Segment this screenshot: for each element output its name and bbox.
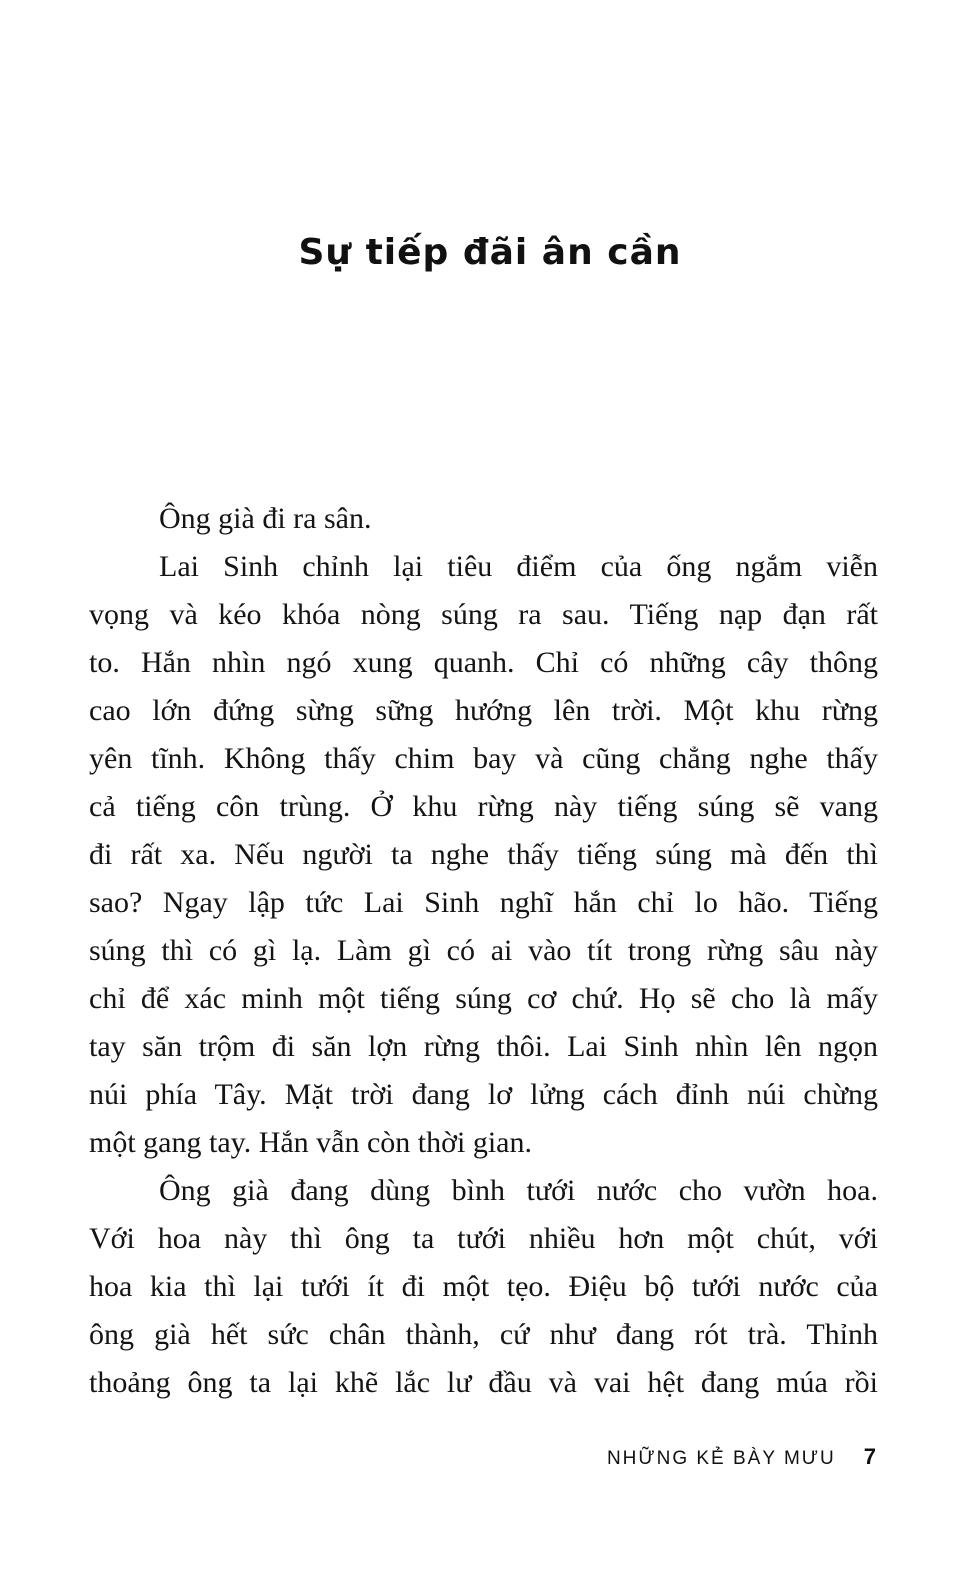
text-line: một gang tay. Hắn vẫn còn thời gian.: [89, 1126, 532, 1159]
paragraph-2: [89, 543, 878, 1167]
text-line: hoa kia thì lại tưới ít đi một tẹo. Điệu bộ tưới nước của: [89, 1270, 878, 1303]
chapter-title: Sự tiếp đãi ân cần: [298, 232, 682, 273]
paragraph-1: [89, 495, 878, 543]
text-line: Ông già đi ra sân.: [159, 502, 372, 535]
running-title: NHỮNG KẺ BÀY MƯU: [606, 1448, 836, 1469]
page-footer: [607, 1444, 876, 1470]
text-line: chỉ để xác minh một tiếng súng cơ chứ. Họ sẽ cho là mấy: [89, 982, 878, 1015]
text-line: thoảng ông ta lại khẽ lắc lư đầu và vai hệt đang múa rồi: [89, 1366, 878, 1399]
text-line: súng thì có gì lạ. Làm gì có ai vào tít trong rừng sâu này: [89, 934, 878, 967]
text-line: Lai Sinh chỉnh lại tiêu điểm của ống ngắm viễn: [159, 550, 878, 583]
text-line: cả tiếng côn trùng. Ở khu rừng này tiếng súng sẽ vang: [89, 790, 878, 823]
page-number: 7: [863, 1444, 876, 1469]
text-line: tay săn trộm đi săn lợn rừng thôi. Lai Sinh nhìn lên ngọn: [89, 1030, 878, 1063]
text-line: ông già hết sức chân thành, cứ như đang rót trà. Thỉnh: [89, 1318, 878, 1351]
text-line: vọng và kéo khóa nòng súng ra sau. Tiếng nạp đạn rất: [89, 598, 878, 631]
text-line: to. Hắn nhìn ngó xung quanh. Chỉ có những cây thông: [89, 646, 878, 679]
text-line: Ông già đang dùng bình tưới nước cho vườn hoa.: [159, 1174, 878, 1207]
text-line: cao lớn đứng sừng sững hướng lên trời. Một khu rừng: [89, 694, 878, 727]
paragraph-3: [89, 1167, 878, 1407]
text-line: đi rất xa. Nếu người ta nghe thấy tiếng súng mà đến thì: [89, 838, 878, 871]
text-line: Với hoa này thì ông ta tưới nhiều hơn một chút, với: [89, 1222, 878, 1255]
text-line: sao? Ngay lập tức Lai Sinh nghĩ hắn chỉ lo hão. Tiếng: [89, 886, 878, 919]
text-line: yên tĩnh. Không thấy chim bay và cũng chẳng nghe thấy: [89, 742, 878, 775]
text-line: núi phía Tây. Mặt trời đang lơ lửng cách đỉnh núi chừng: [89, 1078, 878, 1111]
body-text: [89, 495, 878, 1407]
